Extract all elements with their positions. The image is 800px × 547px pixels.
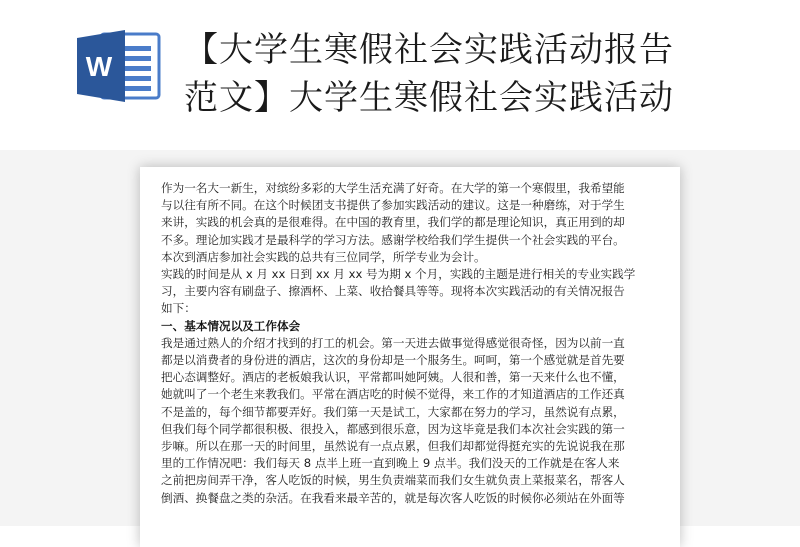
paragraph-line: 本次到酒店参加社会实践的总共有三位同学，所学专业为会计。 — [161, 249, 486, 264]
paragraph-line: 不是盖的，每个细节都要弄好。我们第一天是试工，大家都在努力的学习，虽然说有点累， — [161, 404, 625, 419]
paragraph-line: 不多。理论加实践才是最科学的学习方法。感谢学校给我们学生提供一个社会实践的平台。 — [161, 232, 625, 247]
paragraph-line: 来讲，实践的机会真的是很难得。在中国的教育里，我们学的都是理论知识，真正用到的却 — [161, 215, 625, 230]
word-document-icon — [75, 28, 163, 104]
section-heading: 一、基本情况以及工作体会 — [161, 318, 301, 333]
paragraph-line: 但我们每个同学都很积极、很投入，都感到很乐意，因为这毕竟是我们本次社会实践的第一 — [161, 421, 625, 436]
title-line-1: 【大学生寒假社会实践活动报告 — [184, 30, 674, 70]
paragraph-line: 都是以消费者的身份进的酒店，这次的身份却是一个服务生。呵呵，第一个感觉就是首先要 — [161, 353, 625, 368]
document-body — [161, 180, 666, 507]
paragraph-line: 把心态调整好。酒店的老板娘我认识，平常都叫她阿姨。人很和善，第一天来什么也不懂， — [161, 370, 625, 385]
paragraph-line: 之前把房间弄干净，客人吃饭的时候，男生负责端菜而我们女生就负责上菜报菜名，帮客人 — [161, 473, 625, 488]
paragraph-line: 里的工作情况吧：我们每天 8 点半上班一直到晚上 9 点半。我们没天的工作就是在客人来 — [161, 456, 620, 471]
paragraph-line: 步嘛。所以在那一天的时间里，虽然说有一点点累，但我们却都觉得挺充实的先说说我在那 — [161, 439, 625, 454]
paragraph-line: 她就叫了一个老生来教我们。平常在酒店吃的时候不觉得，来工作的才知道酒店的工作还真 — [161, 387, 625, 402]
paragraph-line: 如下： — [161, 301, 196, 316]
title-line-2: 范文】大学生寒假社会实践活动 — [184, 78, 674, 118]
paragraph-line: 实践的时间是从 x 月 xx 日到 xx 月 xx 号为期 x 个月，实践的主题是进行相关的专业实践学 — [161, 267, 636, 282]
page-title — [184, 26, 744, 122]
paragraph-line: 习，主要内容有刷盘子、擦酒杯、上菜、收拾餐具等等。现将本次实践活动的有关情况报告 — [161, 284, 625, 299]
paragraph-line: 与以往有所不同。在这个时候团支书提供了参加实践活动的建议。这是一种磨练，对于学生 — [161, 198, 625, 213]
paragraph-line: 倒酒、换餐盘之类的杂活。在我看来最辛苦的，就是每次客人吃饭的时候你必须站在外面等 — [161, 490, 625, 505]
header-banner — [0, 0, 800, 150]
word-icon-letter: W — [85, 51, 113, 82]
paragraph-line: 我是通过熟人的介绍才找到的打工的机会。第一天进去做事觉得感觉很奇怪，因为以前一直 — [161, 335, 625, 350]
paragraph-line: 作为一名大一新生，对缤纷多彩的大学生活充满了好奇。在大学的第一个寒假里，我希望能 — [161, 181, 625, 195]
